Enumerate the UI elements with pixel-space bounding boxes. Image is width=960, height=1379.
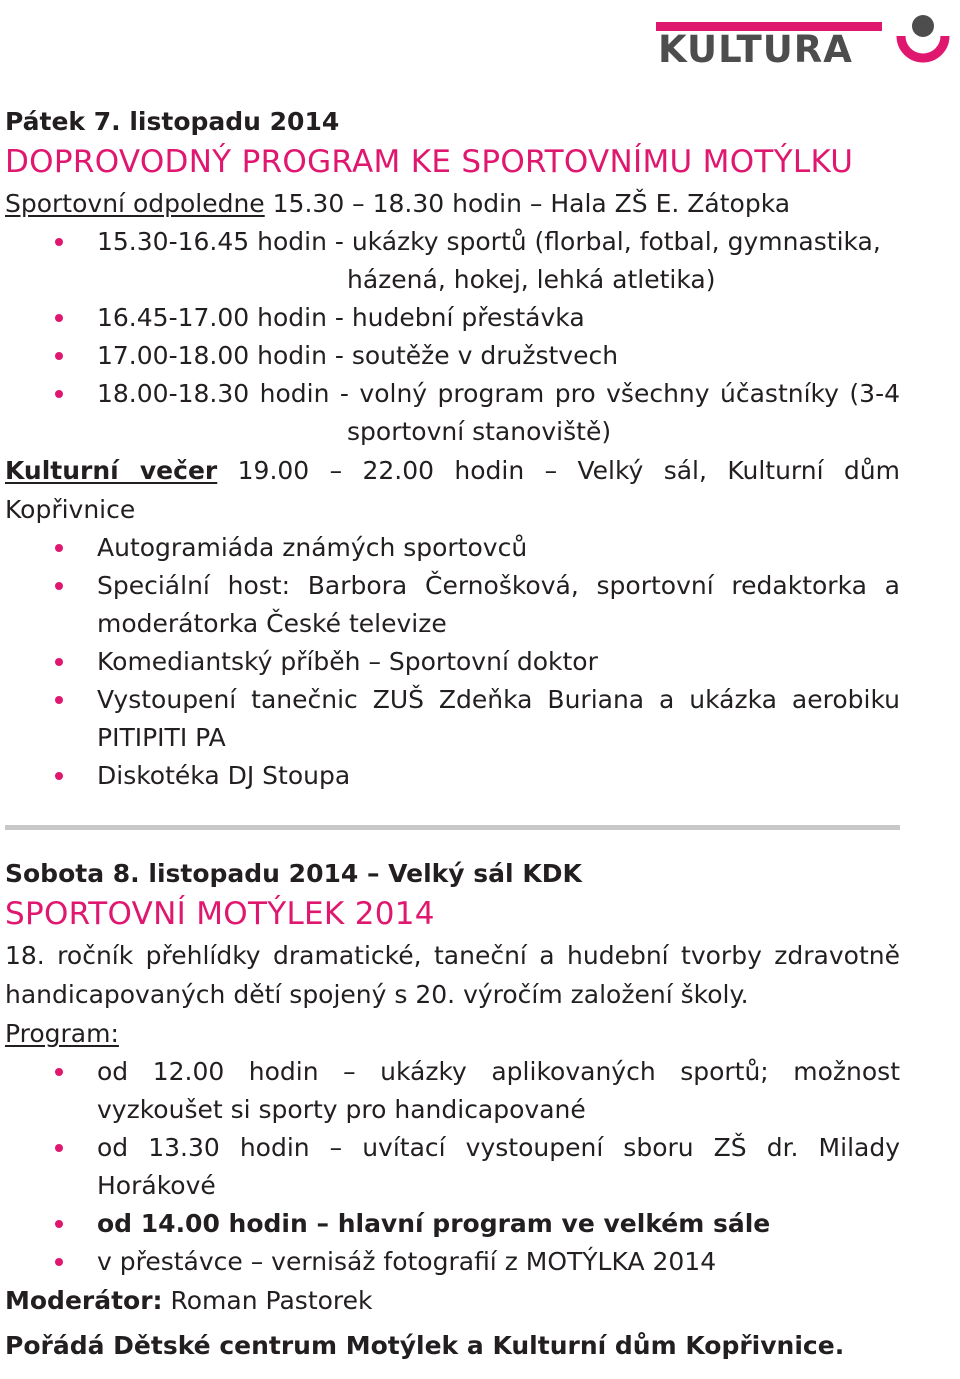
logo-circle-icon [893,6,953,66]
list-item [5,375,900,451]
list-item-text: od 14.00 hodin – hlavní program ve velkém sále [97,1209,771,1238]
list-item [5,1129,900,1205]
saturday-date: Sobota 8. listopadu 2014 – Velký sál KDK [5,859,582,888]
list-item-text: Komediantský příběh – Sportovní doktor [97,647,598,676]
saturday-desc-line1: 18. ročník přehlídky dramatické, taneční a hudební tvorby zdravotně [5,941,900,970]
friday-date: Pátek 7. listopadu 2014 [5,107,340,136]
list-item-text: 16.45-17.00 hodin - hudební přestávka [97,303,585,332]
logo-text: KULTURA [658,28,853,71]
list-item-text: PITIPITI PA [97,723,226,752]
list-item-text: 18.00-18.30 hodin - volný program pro všechny účastníky (3-4 [97,379,900,408]
moderator-line [5,1281,900,1320]
list-item [5,299,900,337]
list-item [5,643,900,681]
saturday-desc-line2: handicapovaných dětí spojený s 20. výročím založení školy. [5,980,749,1009]
list-item-text: od 13.30 hodin – uvítací vystoupení sboru ZŠ dr. Milady [97,1133,900,1162]
list-item-text: Speciální host: Barbora Černošková, sportovní redaktorka a [97,571,900,600]
friday-title: DOPROVODNÝ PROGRAM KE SPORTOVNÍMU MOTÝLKU [5,144,854,180]
list-item-text: Autogramiáda známých sportovců [97,533,528,562]
list-item [5,223,900,299]
moderator-label: Moderátor: [5,1286,163,1315]
saturday-title: SPORTOVNÍ MOTÝLEK 2014 [5,896,435,932]
afternoon-heading [5,184,900,223]
list-item [5,1243,900,1281]
list-item-text: Horákové [97,1171,216,1200]
program-list [5,1053,900,1281]
program-label: Program: [5,1019,119,1048]
afternoon-detail: 15.30 – 18.30 hodin – Hala ZŠ E. Zátopka [264,189,791,218]
kultura-logo [652,4,954,74]
list-item-text: sportovní stanoviště) [347,417,612,446]
evening-venue: Kopřivnice [5,495,136,524]
organizer-line: Pořádá Dětské centrum Motýlek a Kulturní dům Kopřivnice. [5,1331,845,1360]
list-item [5,757,900,795]
list-item-text: 17.00-18.00 hodin - soutěže v družstvech [97,341,619,370]
list-item-text: vyzkoušet si sporty pro handicapované [97,1095,586,1124]
section-divider [5,825,900,830]
list-item-text: Vystoupení tanečnic ZUŠ Zdeňka Buriana a ukázka aerobiku [97,685,900,714]
program-heading [5,1014,900,1053]
list-item [5,567,900,643]
list-item [5,1205,900,1243]
evening-heading [5,451,900,490]
list-item [5,337,900,375]
list-item-text: od 12.00 hodin – ukázky aplikovaných sportů; možnost [97,1057,900,1086]
evening-detail: 19.00 – 22.00 hodin – Velký sál, Kulturní dům [217,456,900,485]
list-item-text: Diskotéka DJ Stoupa [97,761,351,790]
evening-label: Kulturní večer [5,456,218,485]
list-item-text: 15.30-16.45 hodin - ukázky sportů (florbal, fotbal, gymnastika, [97,227,881,256]
evening-list [5,529,900,795]
afternoon-label: Sportovní odpoledne [5,189,265,218]
list-item-text: moderátorka České televize [97,609,447,638]
list-item-text: v přestávce – vernisáž fotografií z MOTÝLKA 2014 [97,1247,717,1276]
flyer-content [5,104,900,1365]
list-item [5,1053,900,1129]
afternoon-list [5,223,900,451]
list-item [5,681,900,757]
list-item-text: házená, hokej, lehká atletika) [347,265,716,294]
moderator-name: Roman Pastorek [162,1286,373,1315]
list-item [5,529,900,567]
